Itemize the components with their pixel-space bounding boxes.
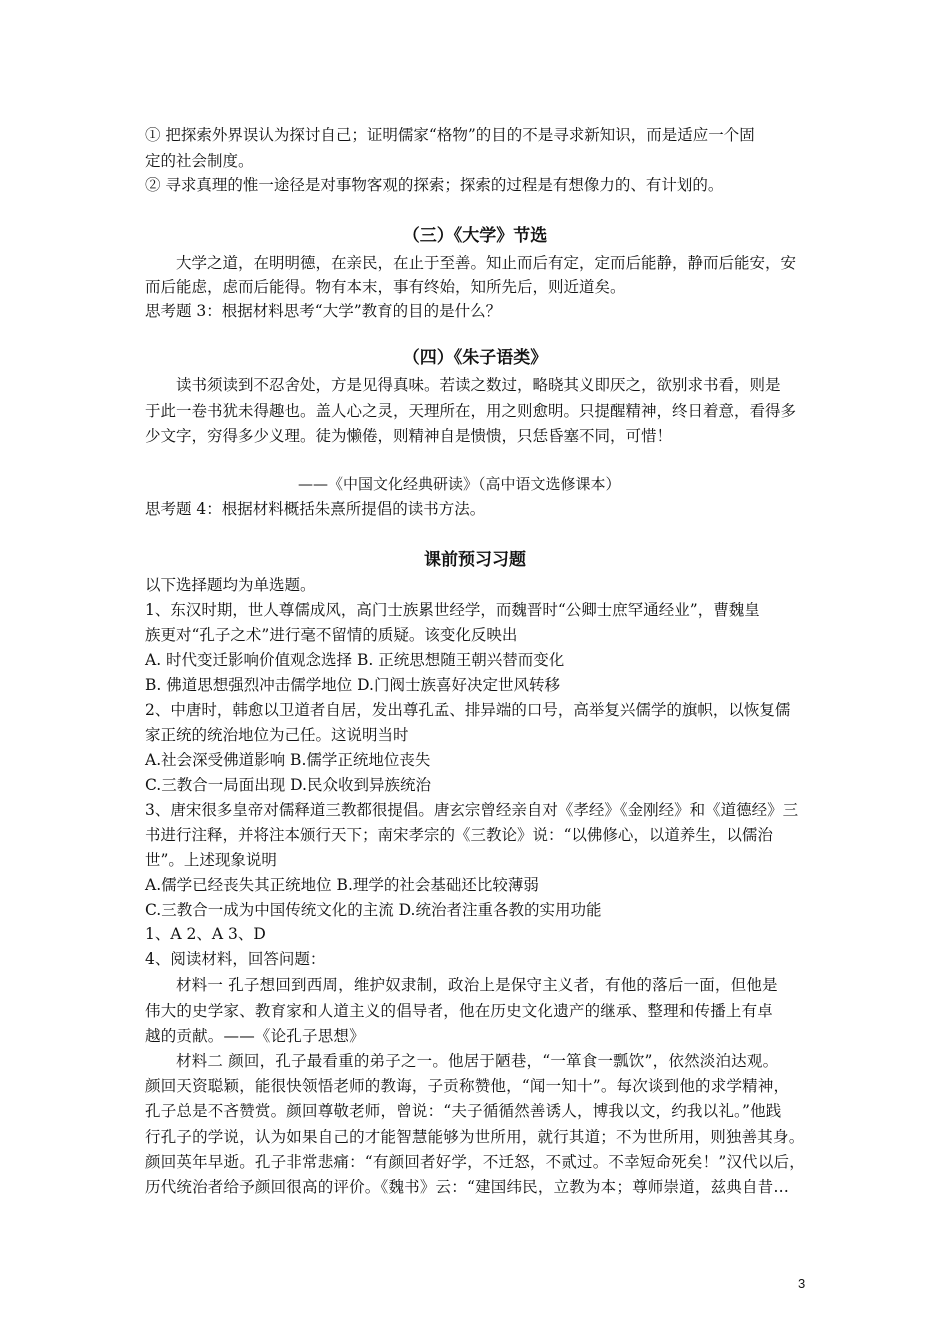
intro-line: ① 把探索外界误认为探讨自己；证明儒家“格物”的目的不是寻求新知识，而是适应一个固 (145, 126, 755, 144)
exercise-line: 以下选择题均为单选题。 (145, 576, 316, 594)
section-title: 课前预习习题 (424, 550, 526, 570)
question-text: 思考题 4：根据材料概括朱熹所提倡的读书方法。 (145, 500, 486, 518)
section-title: （三）《大学》节选 (402, 226, 548, 246)
exercise-line: 家正统的统治地位为己任。这说明当时 (145, 726, 409, 744)
intro-line: 定的社会制度。 (145, 152, 254, 170)
question-text: 思考题 3：根据材料思考“大学”教育的目的是什么？ (145, 302, 502, 320)
exercise-line: A.社会深受佛道影响 B.儒学正统地位丧失 (145, 751, 431, 769)
material-line: 材料一 孔子想回到西周，维护奴隶制，政治上是保守主义者，有他的落后一面，但他是 (176, 976, 778, 994)
exercise-line: A. 时代变迁影响价值观念选择 B. 正统思想随王朝兴替而变化 (145, 651, 565, 669)
material-line: 越的贡献。——《论孔子思想》 (145, 1027, 365, 1045)
paragraph-line: 大学之道，在明明德，在亲民，在止于至善。知止而后有定，定而后能静，静而后能安，安 (176, 254, 797, 272)
paragraph-line: 于此一卷书犹未得趣也。盖人心之灵，天理所在，用之则愈明。只提醒精神，终日着意，看得多 (145, 402, 797, 420)
exercise-line: 书进行注释，并将注本颁行天下；南宋孝宗的《三教论》说：“以佛修心，以道养生，以儒治 (145, 826, 773, 844)
page-number: 3 (798, 1276, 806, 1291)
exercise-line: 1、东汉时期，世人尊儒成风，高门士族累世经学，而魏晋时“公卿士庶罕通经业”，曹魏皇 (145, 601, 760, 619)
paragraph-line: 读书须读到不忍舍处，方是见得真味。若读之数过，略晓其义即厌之，欲别求书看，则是 (176, 376, 781, 394)
material-line: 孔子总是不吝赞赏。颜回尊敬老师，曾说：“夫子循循然善诱人，博我以文，约我以礼。”他践 (145, 1102, 782, 1120)
exercise-line: C.三教合一成为中国传统文化的主流 D.统治者注重各教的实用功能 (145, 901, 602, 919)
exercise-line: A.儒学已经丧失其正统地位 B.理学的社会基础还比较薄弱 (145, 876, 539, 894)
intro-line: ② 寻求真理的惟一途径是对事物客观的探索；探索的过程是有想像力的、有计划的。 (145, 176, 724, 194)
exercise-line: 族更对“孔子之术”进行毫不留情的质疑。该变化反映出 (145, 626, 518, 644)
paragraph-line: 而后能虑，虑而后能得。物有本末，事有终始，知所先后，则近道矣。 (145, 278, 626, 296)
material-line: 历代统治者给予颜回很高的评价。《魏书》云：“建国纬民，立教为本；尊师崇道，兹典自昔… (145, 1178, 790, 1196)
exercise-line: B. 佛道思想强烈冲击儒学地位 D.门阀士族喜好决定世风转移 (145, 676, 560, 694)
exercise-line: C.三教合一局面出现 D.民众收到异族统治 (145, 776, 431, 794)
material-line: 颜回天资聪颖，能很快领悟老师的教诲，子贡称赞他，“闻一知十”。每次谈到他的求学精神， (145, 1077, 790, 1095)
answer-key: 1、A 2、A 3、D (145, 925, 266, 943)
exercise-line: 世”。上述现象说明 (145, 851, 277, 869)
exercise-line: 3、唐宋很多皇帝对儒释道三教都很提倡。唐玄宗曾经亲自对《孝经》《金刚经》和《道德经》三 (145, 801, 799, 819)
source-citation: ——《中国文化经典研读》（高中语文选修课本） (298, 475, 621, 493)
material-line: 伟大的史学家、教育家和人道主义的倡导者，他在历史文化遗产的继承、整理和传播上有卓 (145, 1002, 774, 1020)
section-title: （四）《朱子语类》 (402, 348, 548, 368)
exercise-line: 4、阅读材料，回答问题： (145, 950, 326, 968)
material-line: 材料二 颜回，孔子最看重的弟子之一。他居于陋巷，“一箪食一瓢饮”，依然淡泊达观。 (176, 1052, 779, 1070)
material-line: 颜回英年早逝。孔子非常悲痛：“有颜回者好学，不迁怒，不贰过。不幸短命死矣！”汉代以后， (145, 1153, 805, 1171)
exercise-line: 2、中唐时，韩愈以卫道者自居，发出尊孔孟、排异端的口号，高举复兴儒学的旗帜，以恢复儒 (145, 701, 791, 719)
paragraph-line: 少文字，穷得多少义理。徒为懒倦，则精神自是愦愦，只恁昏塞不同，可惜！ (145, 427, 673, 445)
material-line: 行孔子的学说，认为如果自己的才能智慧能够为世所用，就行其道；不为世所用，则独善其身。 (145, 1128, 805, 1146)
